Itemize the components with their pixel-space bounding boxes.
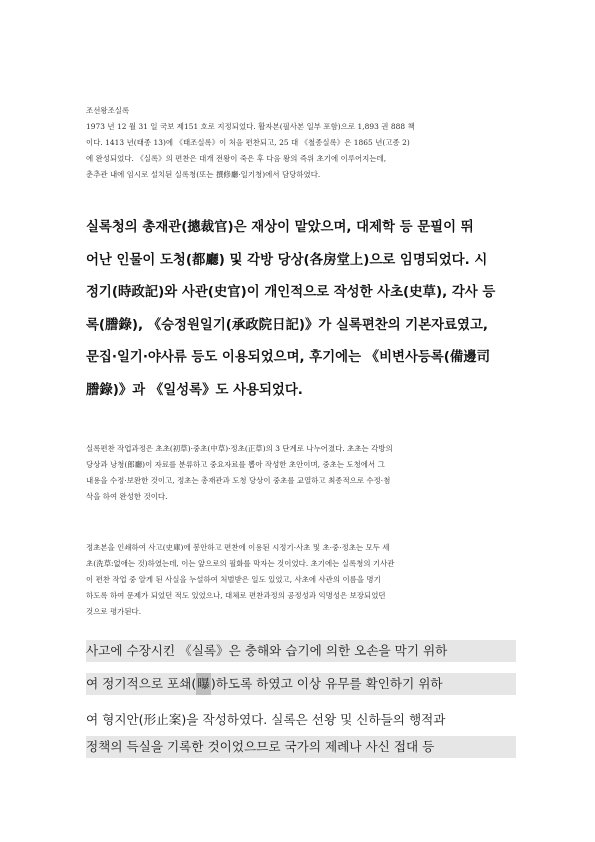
storage-line: 하도록 하여 문제가 되었던 적도 있었으나, 대체로 편찬과정의 공정성과 익명성은 보장되었던 [86,591,386,600]
process-line: 삭을 하여 완성한 것이다. [86,492,168,501]
storage-line: 정초본을 인쇄하여 사고(史庫)에 봉안하고 편찬에 이용된 시정기·사초 및 초·중·정초는 모두 세 [86,543,390,552]
intro-line: 이다. 1413 년(태종 13)에 《태조실록》이 처음 편찬되고, 25 대 《철종실록》은 1865 년(고종 2) [86,138,410,147]
highlighted-line: 정책의 득실을 기록한 것이었으므로 국가의 제례나 사신 접대 등 [86,736,516,758]
intro-line: 1973 년 12 월 31 일 국보 제151 호로 지정되었다. 활자본(필사본 일부 포함)으로 1,893 권 888 책 [86,122,415,131]
process-paragraph [86,441,514,505]
process-line: 내용을 수정·보완한 것이고, 정초는 총재관과 도청 당상이 중초를 교열하고 최종적으로 수정·첨 [86,476,391,485]
highlighted-text: )하도록 하였고 이상 유무를 확인하기 위하 [210,676,443,691]
bold-line: 謄錄)》과 《일성록》도 사용되었다. [86,382,303,398]
storage-line: 초(洗草:없애는 것)하였는데, 이는 앞으로의 필화를 막자는 것이었다. 초기에는 실록청의 기사관 [86,559,395,568]
intro-line: 춘추관 내에 임시로 설치된 실록청(또는 撰修廳·일기청)에서 담당하였다. [86,170,321,179]
bold-line: 어난 인물이 도청(都廳) 및 각방 당상(各房堂上)으로 임명되었다. 시 [86,252,488,268]
intro-title: 조선왕조실록 [86,106,130,115]
bold-line: 록(謄錄), 《승정원일기(承政院日記)》가 실록편찬의 기본자료였고, [86,317,488,333]
highlighted-line [86,673,516,695]
process-line: 실록편찬 작업과정은 초초(初草)·중초(中草)·정초(正草)의 3 단계로 나누어졌다. 초초는 각방의 [86,444,393,453]
storage-line: 것으로 평가된다. [86,607,142,616]
intro-line: 에 완성되었다. 《실록》의 편찬은 대개 전왕이 죽은 후 다음 왕의 즉위 초기에 이루어지는데, [86,154,387,163]
process-line: 당상과 낭청(郎廳)이 자료를 분류하고 중요자료를 뽑아 작성한 초안이며, 중초는 도청에서 그 [86,460,385,469]
bold-line: 실록청의 총재관(摠裁官)은 재상이 맡았으며, 대제학 등 문필이 뛰 [86,220,474,235]
intro-paragraph [86,103,514,183]
highlighted-line: 사고에 수장시킨 《실록》은 충해와 습기에 의한 오손을 막기 위하 [86,640,516,662]
bold-line: 정기(時政記)와 사관(史官)이 개인적으로 작성한 사초(史草), 각사 등 [86,285,496,301]
text-line: 여 형지안(形止案)을 작성하였다. 실록은 선왕 및 신하들의 행적과 [86,712,446,727]
bold-paragraph [86,212,518,408]
storage-line: 이 편찬 작업 중 알게 된 사실을 누설하여 처벌받은 일도 있었고, 사초에 사관의 이름을 명기 [86,575,381,584]
bold-line: 문집·일기·야사류 등도 이용되었으며, 후기에는 《비변사등록(備邊司 [86,350,491,366]
marked-character: 曝 [196,673,211,695]
storage-paragraph [86,540,514,620]
highlighted-text: 여 정기적으로 포쇄( [86,676,197,691]
